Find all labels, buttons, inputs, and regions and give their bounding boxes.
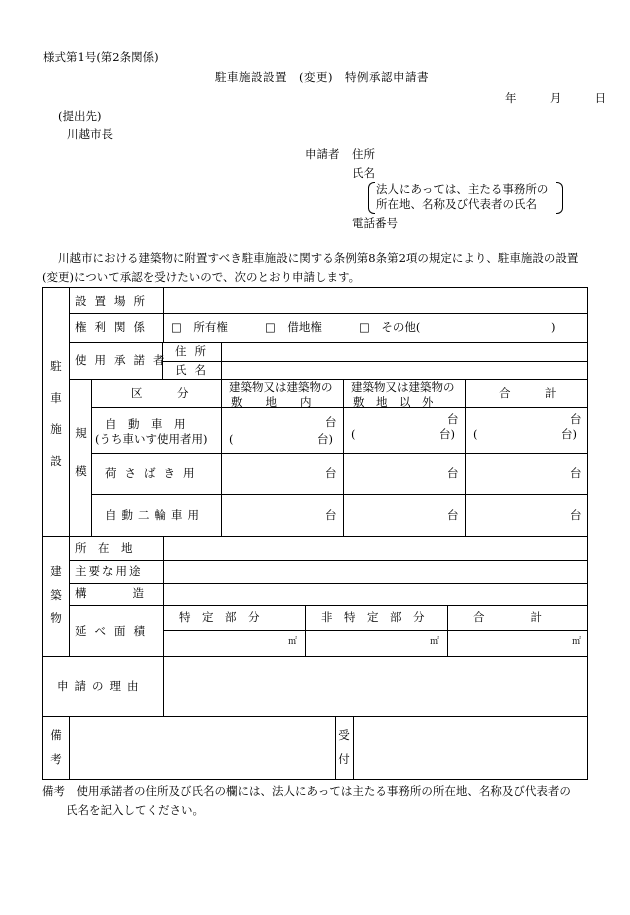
form-number: 様式第1号(第2条関係) bbox=[43, 50, 159, 64]
cargo-outside-unit: 台 bbox=[447, 466, 459, 480]
submit-to-name: 川越市長 bbox=[67, 127, 113, 141]
user-address-label: 住所 bbox=[175, 344, 214, 358]
car-total-unit2: 台) bbox=[561, 427, 577, 441]
reason-label: 申請の理由 bbox=[57, 679, 145, 693]
car-outside-unit: 台 bbox=[447, 412, 459, 426]
specified-part-header: 特 定 部 分 bbox=[179, 610, 260, 624]
building-location-label: 所 在 地 bbox=[75, 541, 133, 555]
location-label: 設置場所 bbox=[75, 294, 153, 308]
motorcycle-outside-unit: 台 bbox=[447, 508, 459, 522]
building-structure-label: 構 造 bbox=[75, 586, 144, 600]
application-table bbox=[42, 287, 588, 780]
cargo-inside-unit: 台 bbox=[325, 466, 337, 480]
car-outside-unit2: 台) bbox=[439, 427, 455, 441]
corp-note-line1: 法人にあっては、主たる事務所の bbox=[376, 182, 549, 196]
date-line bbox=[505, 93, 606, 105]
user-label: 使用承諾者 bbox=[75, 353, 173, 367]
rights-owned-option[interactable]: □ 所有権 bbox=[171, 320, 228, 334]
footnote-line2: 氏名を記入してください。 bbox=[66, 803, 204, 817]
cargo-label: 荷さばき用 bbox=[105, 466, 203, 480]
rights-other-close: ) bbox=[551, 320, 556, 334]
motorcycle-inside-unit: 台 bbox=[325, 508, 337, 522]
rights-leased-option[interactable]: □ 借地権 bbox=[265, 320, 322, 334]
car-inside-paren: ( bbox=[229, 432, 234, 446]
wheelchair-label: (うち車いす使用者用) bbox=[95, 432, 208, 446]
footnote-line1: 備考 使用承諾者の住所及び氏名の欄には、法人にあっては主たる事務所の所在地、名称及び代表者の bbox=[42, 784, 571, 798]
document-title: 駐車施設設置 (変更) 特例承認申請書 bbox=[215, 70, 429, 84]
col-outside-header-2: 敷 地 以 外 bbox=[353, 395, 434, 409]
bracket-left bbox=[368, 182, 375, 214]
nonspecified-part-header: 非 特 定 部 分 bbox=[321, 610, 425, 624]
scale-label: 規 模 bbox=[75, 426, 87, 478]
car-total-unit: 台 bbox=[570, 412, 582, 426]
corp-note-line2: 所在地、名称及び代表者の氏名 bbox=[376, 197, 537, 211]
submit-to-label: (提出先) bbox=[58, 109, 102, 123]
col-inside-header-2: 敷 地 内 bbox=[231, 395, 312, 409]
applicant-address-label: 住所 bbox=[352, 147, 375, 161]
car-outside-paren: ( bbox=[351, 427, 356, 441]
rights-other-option[interactable]: □ その他( bbox=[359, 320, 421, 334]
intro-line2: (変更)について承認を受けたいので、次のとおり申請します。 bbox=[42, 270, 361, 284]
motorcycle-total-unit: 台 bbox=[570, 508, 582, 522]
corporation-note bbox=[368, 182, 563, 214]
date-year-label: 年 bbox=[505, 91, 517, 105]
rights-label: 権利関係 bbox=[75, 320, 153, 334]
applicant-label: 申請者 bbox=[305, 147, 340, 161]
intro-line1: 川越市における建築物に附置すべき駐車施設に関する条例第8条第2項の規定により、駐車施設の設置 bbox=[58, 251, 579, 265]
building-section-label: 建 築 物 bbox=[50, 564, 62, 625]
remarks-label: 備 考 bbox=[50, 728, 62, 766]
car-label: 自 動 車 用 bbox=[105, 417, 186, 431]
phone-label: 電話番号 bbox=[352, 216, 398, 230]
nonspecified-area-unit: ㎡ bbox=[430, 637, 440, 647]
total-area-unit: ㎡ bbox=[572, 637, 582, 647]
building-use-label: 主要な用途 bbox=[75, 564, 143, 578]
category-header: 区 分 bbox=[131, 386, 189, 400]
parking-section-label: 駐 車 施 設 bbox=[50, 359, 62, 468]
specified-area-unit: ㎡ bbox=[288, 637, 298, 647]
floor-area-label: 延べ面積 bbox=[75, 624, 153, 638]
car-inside-unit: 台 bbox=[325, 415, 337, 429]
user-name-label: 氏名 bbox=[175, 363, 214, 377]
applicant-name-label: 氏名 bbox=[352, 166, 375, 180]
date-day-label: 日 bbox=[594, 91, 607, 105]
col-total-header: 合 計 bbox=[499, 386, 557, 400]
received-label: 受 付 bbox=[338, 728, 350, 766]
floor-total-header: 合 計 bbox=[473, 610, 542, 624]
bracket-right bbox=[556, 182, 563, 214]
cargo-total-unit: 台 bbox=[570, 466, 582, 480]
car-total-paren: ( bbox=[473, 427, 478, 441]
col-inside-header-1: 建築物又は建築物の bbox=[229, 380, 333, 394]
car-inside-unit2: 台) bbox=[317, 432, 333, 446]
date-month-label: 月 bbox=[549, 91, 562, 105]
motorcycle-label: 自動二輪車用 bbox=[105, 508, 204, 522]
col-outside-header-1: 建築物又は建築物の bbox=[351, 380, 455, 394]
